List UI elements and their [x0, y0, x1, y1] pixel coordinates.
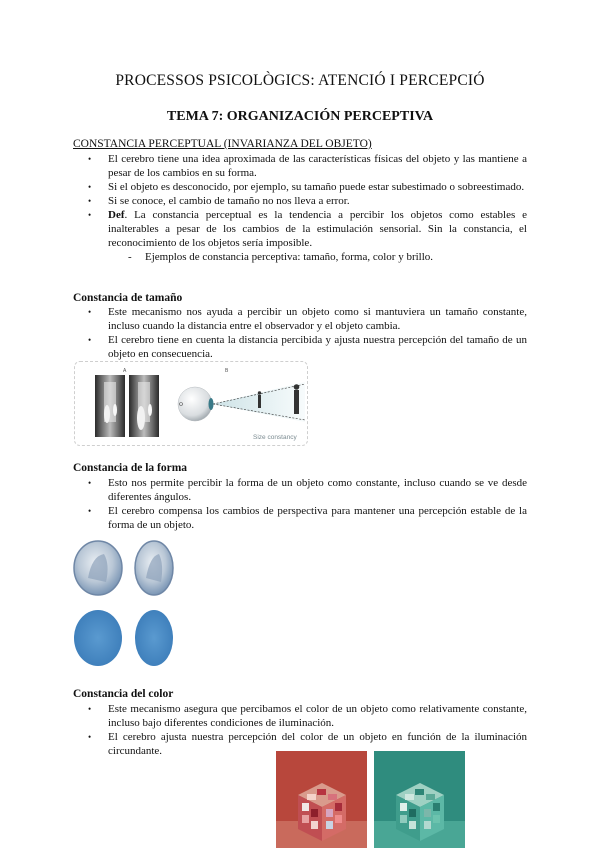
bullet-icon: •	[88, 307, 92, 317]
constancia-bullet-list	[73, 152, 527, 264]
document-title: PROCESSOS PSICOLÒGICS: ATENCIÓ I PERCEPCIÓ	[115, 72, 485, 89]
bullet-icon: •	[88, 506, 92, 516]
bullet-icon: •	[88, 182, 92, 192]
coin-front	[74, 541, 122, 595]
section-heading-tamano: Constancia de tamaño	[73, 292, 183, 304]
bullet-icon: •	[88, 210, 92, 220]
blue-circle	[74, 610, 122, 666]
definition-label: Def	[108, 209, 125, 221]
list-item: • El cerebro tiene en cuenta la distancia percibida y ajusta nuestra percepción del tamaño de un objeto en consecuencia.	[88, 334, 527, 360]
coin-tilted	[135, 541, 173, 595]
corridor-photo-right	[129, 375, 159, 437]
list-item: • Este mecanismo asegura que percibamos el color de un objeto como relativamente constante, incluso bajo diferentes condiciones de iluminación.	[88, 703, 527, 729]
bullet-icon: •	[88, 335, 92, 345]
bullet-icon: •	[88, 704, 92, 714]
teal-illuminated-cube	[374, 751, 465, 848]
blue-ellipse	[135, 610, 173, 666]
corridor-photo-left	[95, 375, 125, 437]
chapter-title: TEMA 7: ORGANIZACIÓN PERCEPTIVA	[166, 109, 434, 124]
list-item: • Este mecanismo nos ayuda a percibir un objeto como si mantuviera un tamaño constante, incluso cuando la distancia entre el observador y el objeto cambia.	[88, 306, 527, 332]
list-item: • El cerebro tiene una idea aproximada de las características físicas del objeto y las mantiene a pesar de los cambios en su forma.	[88, 153, 527, 179]
red-illuminated-cube	[276, 751, 367, 848]
bullet-icon: •	[88, 196, 92, 206]
forma-bullet-list	[73, 476, 527, 532]
shape-constancy-figure	[70, 538, 185, 674]
dash-icon: -	[128, 251, 132, 263]
bullet-icon: •	[88, 154, 92, 164]
eye-diagram	[178, 382, 305, 422]
bullet-icon: •	[88, 478, 92, 488]
figure-label-b: B	[225, 368, 229, 374]
section-heading-constancia: CONSTANCIA PERCEPTUAL (INVARIANZA DEL OBJETO)	[73, 138, 372, 150]
section-heading-color: Constancia del color	[73, 688, 174, 700]
figure-label-a: A	[123, 368, 127, 374]
color-constancy-figure	[276, 751, 465, 848]
list-item: • Esto nos permite percibir la forma de un objeto como constante, incluso cuando se ve desde diferentes ángulos.	[88, 477, 527, 503]
bullet-icon: •	[88, 732, 92, 742]
size-constancy-figure	[74, 361, 308, 446]
sub-list-item: - Ejemplos de constancia perceptiva: tamaño, forma, color y brillo.	[128, 251, 434, 263]
list-item: • El cerebro ajusta nuestra percepción del color de un objeto en función de la iluminación circundante.	[88, 731, 527, 757]
list-item: • Si se conoce, el cambio de tamaño no nos lleva a error.	[88, 195, 350, 207]
color-bullet-list	[73, 702, 527, 758]
list-item-definition: • Def. La constancia perceptual es la tendencia a percibir los objetos como estables e inalterables a pesar de los cambios de la estimulación sensorial. Sin la constancia, el reconocimiento de los objetos sería imposible.	[88, 209, 527, 249]
size-constancy-illustration	[75, 362, 307, 445]
list-item: • Si el objeto es desconocido, por ejemplo, su tamaño puede estar subestimado o sobreestimado.	[88, 181, 525, 193]
figure-caption: Size constancy	[253, 434, 297, 441]
tamano-bullet-list	[73, 305, 527, 361]
section-heading-forma: Constancia de la forma	[73, 462, 188, 474]
list-item: • El cerebro compensa los cambios de perspectiva para mantener una percepción estable de la forma de un objeto.	[88, 505, 527, 531]
